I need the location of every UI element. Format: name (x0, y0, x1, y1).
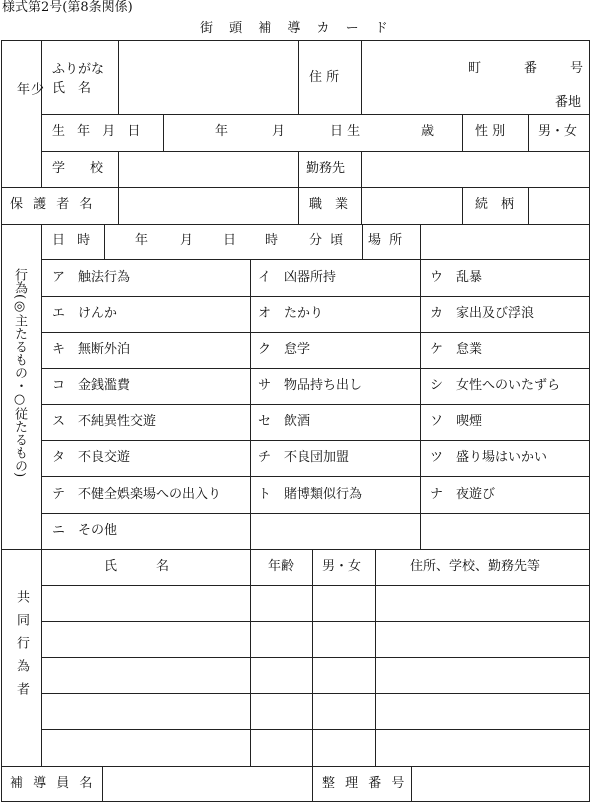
youth-section-label: 少 年 (14, 82, 43, 113)
conduct-item[interactable]: ト 賭博類似行為 (258, 487, 363, 502)
birth-year-label: 年 (215, 124, 229, 139)
address-town-label: 町 (468, 61, 482, 76)
counselor-label: 補 導 員 名 (10, 776, 96, 791)
conduct-item[interactable]: ナ 夜遊び (430, 487, 496, 502)
conduct-item[interactable]: ニ その他 (52, 523, 118, 538)
place-field[interactable] (422, 225, 588, 258)
conduct-item[interactable]: イ 凶器所持 (258, 270, 337, 285)
conduct-item[interactable]: キ 無断外泊 (52, 342, 131, 357)
conduct-item[interactable]: ケ 怠業 (430, 342, 483, 357)
coactor-header-address: 住所、学校、勤務先等 (410, 559, 541, 574)
conduct-item[interactable]: ソ 喫煙 (430, 414, 483, 429)
conduct-item[interactable]: シ 女性へのいたずら (430, 378, 561, 393)
coactors-section-label: 共同行為者 (14, 590, 29, 705)
workplace-label: 勤務先 (306, 161, 346, 176)
occupation-field[interactable] (363, 188, 461, 223)
guardian-name-field[interactable] (120, 188, 297, 223)
coactor-row[interactable] (42, 694, 589, 729)
relation-label: 続 柄 (475, 197, 515, 212)
birth-month-label: 月 (272, 124, 286, 139)
conduct-section-label: 行為(◎主たるもの・○従たるもの) (12, 268, 27, 478)
conduct-item[interactable]: セ 飲酒 (258, 414, 311, 429)
youth-name-label: 氏 名 (52, 81, 92, 96)
youth-name-field[interactable] (120, 42, 297, 113)
dt-year-label: 年 (135, 233, 149, 248)
dt-minute-label: 分 頃 (309, 233, 346, 248)
coactor-row[interactable] (42, 730, 589, 765)
conduct-item[interactable]: カ 家出及び浮浪 (430, 306, 535, 321)
birthdate-label: 生 年 月 日 (52, 124, 145, 139)
dt-hour-label: 時 (265, 233, 279, 248)
conduct-item[interactable]: ウ 乱暴 (430, 270, 483, 285)
occupation-label: 職 業 (309, 197, 349, 212)
school-label: 学 校 (52, 161, 110, 176)
workplace-field[interactable] (363, 152, 588, 186)
dt-day-label: 日 (223, 233, 237, 248)
form-caption: 様式第2号(第8条関係) (2, 0, 133, 15)
address-label: 住 所 (309, 70, 340, 85)
relation-field[interactable] (530, 188, 588, 223)
coactor-row[interactable] (42, 658, 589, 693)
birth-day-label: 日 生 (330, 124, 361, 139)
coactor-header-name: 氏 名 (104, 559, 170, 574)
form-title: 街 頭 補 導 カ ー ド (200, 21, 394, 36)
conduct-item[interactable]: コ 金銭濫費 (52, 378, 131, 393)
address-banchi-label: 番地 (555, 95, 582, 110)
conduct-item[interactable]: ア 触法行為 (52, 270, 131, 285)
school-field[interactable] (120, 152, 297, 186)
dt-month-label: 月 (180, 233, 194, 248)
reference-label: 整 理 番 号 (322, 776, 408, 791)
coactor-row[interactable] (42, 586, 589, 621)
age-label: 歳 (421, 124, 435, 139)
conduct-item[interactable]: ツ 盛り場はいかい (430, 450, 548, 465)
conduct-item[interactable]: サ 物品持ち出し (258, 378, 363, 393)
conduct-item[interactable]: オ たかり (258, 306, 324, 321)
place-label: 場 所 (368, 233, 405, 248)
sex-choice[interactable]: 男・女 (538, 124, 578, 139)
conduct-item[interactable]: タ 不良交遊 (52, 450, 131, 465)
coactor-row[interactable] (42, 622, 589, 657)
coactor-header-age: 年齢 (268, 559, 295, 574)
datetime-label: 日 時 (52, 233, 95, 248)
sex-label: 性 別 (475, 124, 506, 139)
conduct-item[interactable]: ス 不純異性交遊 (52, 414, 157, 429)
counselor-field[interactable] (104, 767, 311, 801)
address-go-label: 号 (570, 61, 584, 76)
guardian-name-label: 保 護 者 名 (10, 197, 96, 212)
conduct-item[interactable]: エ けんか (52, 306, 118, 321)
conduct-item[interactable]: テ 不健全娯楽場への出入り (52, 487, 222, 502)
coactor-header-sex: 男・女 (322, 559, 362, 574)
address-number-label: 番 (524, 61, 538, 76)
conduct-item[interactable]: チ 不良団加盟 (258, 450, 350, 465)
reference-field[interactable] (413, 767, 588, 801)
conduct-item[interactable]: ク 怠学 (258, 342, 311, 357)
furigana-label: ふりがな (52, 62, 105, 77)
